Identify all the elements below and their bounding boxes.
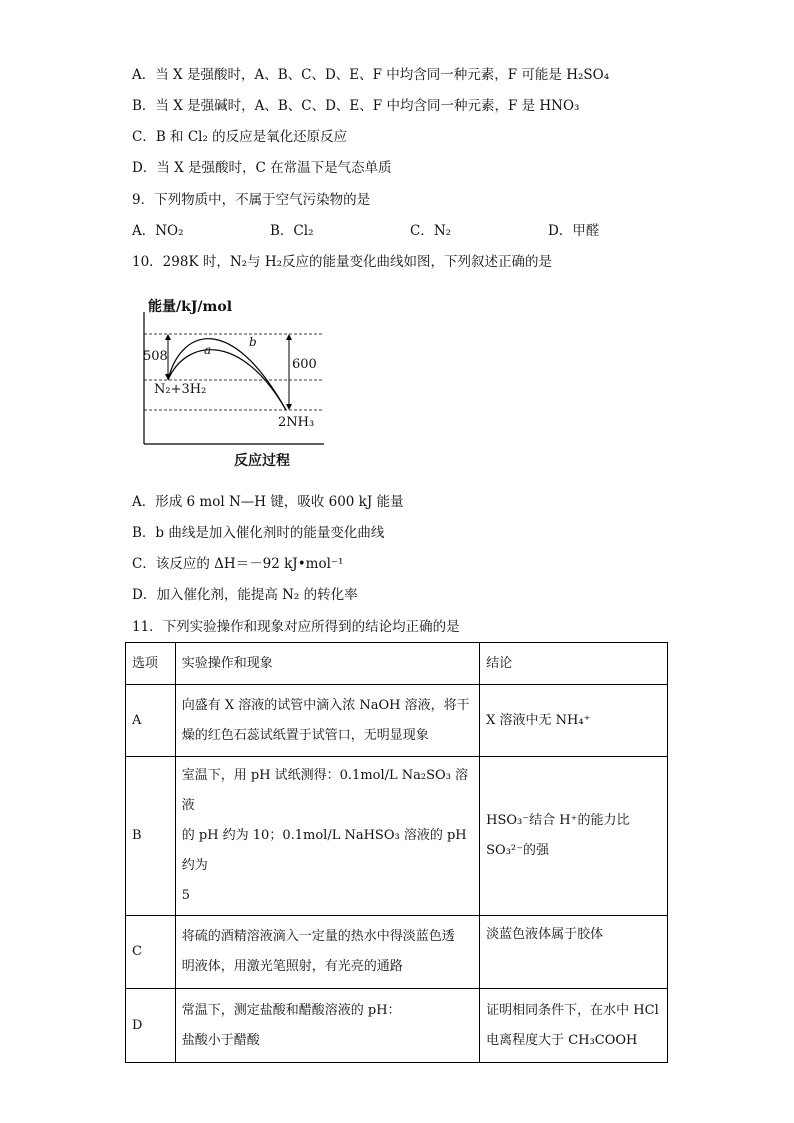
row-c-operation-line: 明液体，用激光笔照射，有光亮的通路: [181, 959, 403, 974]
table-row: [126, 916, 668, 989]
q10-option-d: D．加入催化剂，能提高 N₂ 的转化率: [132, 587, 358, 603]
row-a-operation-line: 燥的红色石蕊试纸置于试管口，无明显现象: [181, 727, 429, 743]
row-d-conclusion: [480, 989, 668, 1063]
row-b-operation-line: 室温下，用 pH 试纸测得：0.1mol/L Na₂SO₃ 溶液: [181, 768, 469, 813]
arrow-508-head-up: [165, 334, 171, 340]
row-b-option: B: [126, 757, 176, 916]
experiment-table: [125, 642, 668, 1063]
energy-diagram-svg: [130, 290, 330, 470]
header-operation: 实验操作和现象: [175, 643, 479, 685]
row-a-operation: [175, 685, 479, 757]
row-d-conclusion-line: 证明相同条件下，在水中 HCl: [486, 1002, 659, 1018]
row-d-operation-line: 常温下，测定盐酸和醋酸溶液的 pH：: [181, 1002, 401, 1018]
energy-diagram: [130, 290, 330, 470]
q9-option-a: A．NO₂: [132, 223, 184, 239]
row-c-conclusion: [480, 916, 668, 989]
q10-option-c: C．该反应的 ΔH＝－92 kJ•mol⁻¹: [132, 556, 344, 572]
q10-option-a: A．形成 6 mol N—H 键，吸收 600 kJ 能量: [132, 494, 404, 510]
row-b-operation-line: 的 pH 约为 10；0.1mol/L NaHSO₃ 溶液的 pH 约为: [181, 828, 467, 873]
row-a-operation-line: 向盛有 X 溶液的试管中滴入浓 NaOH 溶液，将干: [181, 697, 470, 713]
row-b-operation: [175, 757, 479, 916]
curve-b-label: b: [249, 335, 257, 349]
q8-option-b: B．当 X 是强碱时，A、B、C、D、E、F 中均含同一种元素，F 是 HNO₃: [132, 98, 580, 114]
table-row: [126, 757, 668, 916]
row-a-conclusion: [480, 685, 668, 757]
row-d-operation-line: 盐酸小于醋酸: [181, 1032, 260, 1048]
row-b-conclusion-line: SO₃²⁻的强: [486, 843, 550, 858]
row-a-conclusion-line: X 溶液中无 NH₄⁺: [486, 712, 591, 728]
q8-option-a: A．当 X 是强酸时，A、B、C、D、E、F 中均含同一种元素，F 可能是 H₂SO₄: [132, 67, 610, 83]
q10-stem: 10．298K 时，N₂与 H₂反应的能量变化曲线如图，下列叙述正确的是: [132, 254, 553, 270]
reactants-label: N₂+3H₂: [154, 382, 207, 397]
table-row: [126, 989, 668, 1063]
row-a-option: A: [126, 685, 176, 757]
y-axis-label: 能量/kJ/mol: [148, 299, 233, 315]
q8-option-c: C．B 和 Cl₂ 的反应是氧化还原反应: [132, 129, 348, 145]
header-conclusion: 结论: [480, 643, 668, 685]
value-600: 600: [292, 357, 317, 372]
table-header-row: [126, 643, 668, 685]
q9-stem: 9．下列物质中，不属于空气污染物的是: [132, 192, 371, 208]
q9-option-c: C．N₂: [410, 223, 452, 239]
q9-option-d: D．甲醛: [548, 223, 600, 239]
row-d-operation: [175, 989, 479, 1063]
row-c-operation-line: 将硫的酒精溶液滴入一定量的热水中得淡蓝色透: [181, 929, 455, 944]
row-d-option: D: [126, 989, 176, 1063]
product-label: 2NH₃: [278, 415, 315, 430]
q9-option-b: B．Cl₂: [270, 223, 314, 239]
arrow-600-head-up: [286, 334, 292, 340]
curve-b: [168, 339, 286, 410]
value-508: 508: [143, 349, 168, 364]
q8-option-d: D．当 X 是强酸时，C 在常温下是气态单质: [132, 160, 392, 176]
q10-option-b: B．b 曲线是加入催化剂时的能量变化曲线: [132, 525, 385, 541]
curve-a-label: a: [204, 343, 212, 357]
arrow-600-head-down: [286, 404, 292, 410]
x-axis-label: 反应过程: [234, 453, 290, 469]
row-c-option: C: [126, 916, 176, 989]
row-b-conclusion: [480, 757, 668, 916]
q11-stem: 11．下列实验操作和现象对应所得到的结论均正确的是: [132, 619, 460, 635]
row-b-conclusion-line: HSO₃⁻结合 H⁺的能力比: [486, 813, 630, 828]
header-option: 选项: [126, 643, 176, 685]
row-d-conclusion-line: 电离程度大于 CH₃COOH: [486, 1032, 638, 1048]
row-b-operation-line: 5: [181, 888, 191, 903]
table-row: [126, 685, 668, 757]
row-c-conclusion-line: 淡蓝色液体属于胶体: [486, 927, 604, 942]
row-c-operation: [175, 916, 479, 989]
